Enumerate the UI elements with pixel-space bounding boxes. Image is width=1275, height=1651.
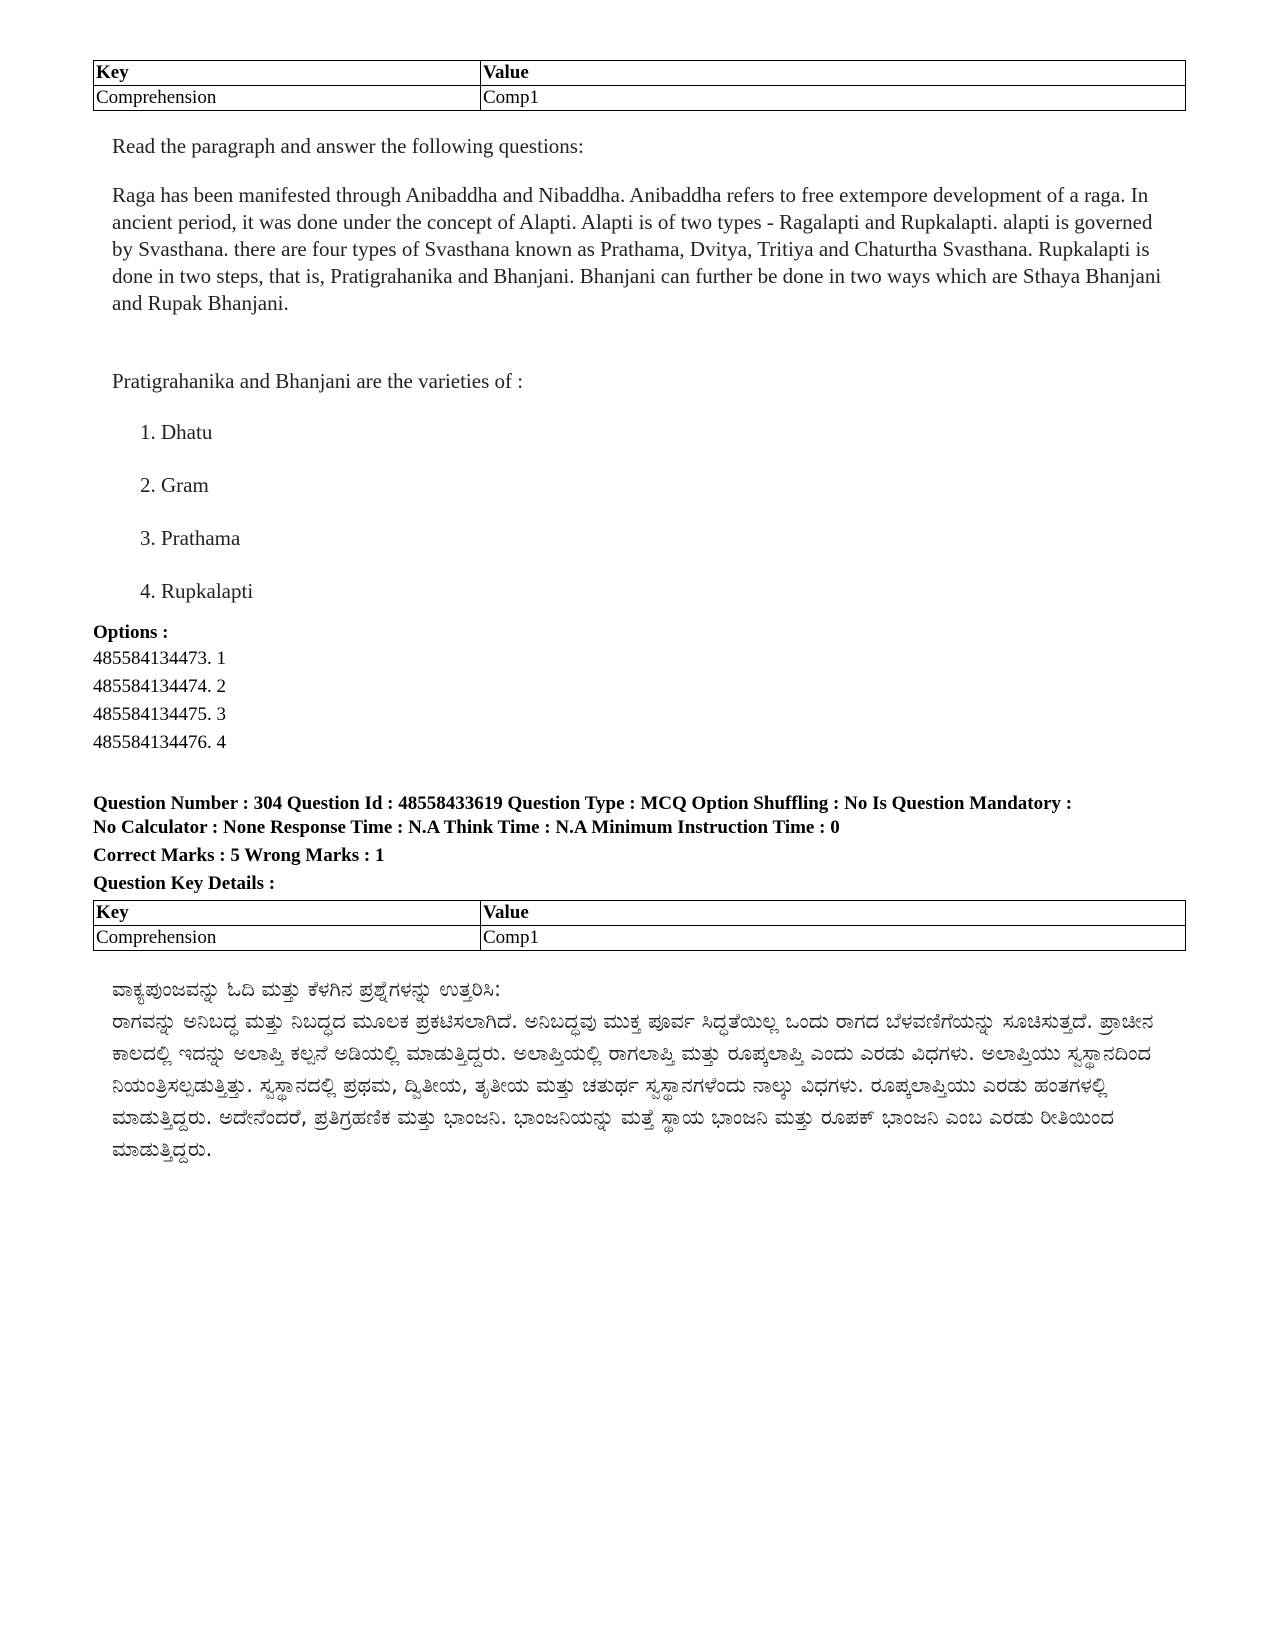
choice-item: 4. Rupkalapti [140, 579, 254, 603]
options-label: Options : [93, 622, 169, 643]
question-key-table [93, 900, 1186, 951]
choice-item: 2. Gram [140, 473, 209, 497]
table-cell-key: Comprehension [94, 926, 481, 951]
question-key-details-label: Question Key Details : [93, 873, 276, 894]
passage-instruction: Read the paragraph and answer the following questions: [112, 134, 584, 158]
kannada-passage [112, 973, 1172, 1165]
passage-paragraph: Raga has been manifested through Anibaddha and Nibaddha. Anibaddha refers to free extempore development of a raga. In ancient period, it was done under the concept of Alapti. Alapti is of two types - Ragalapti and Rupkalapti. alapti is governed by Svasthana. there are four types of Svasthana known as Prathama, Dvitya, Tritiya and Chaturtha Svasthana. Rupkalapti is done in two steps, that is, Pratigrahanika and Bhanjani. Bhanjani can further be done in two ways which are Sthaya Bhanjani and Rupak Bhanjani. [112, 183, 1162, 315]
option-item: 485584134474. 2 [93, 676, 226, 697]
option-item: 485584134476. 4 [93, 732, 226, 753]
table-row [94, 86, 1186, 111]
question-meta-line1: Question Number : 304 Question Id : 48558433619 Question Type : MCQ Option Shuffling : No Is Question Mandatory : [93, 793, 1073, 814]
table-header-row [94, 61, 1186, 86]
question-key-table-top [93, 60, 1186, 111]
choice-item: 3. Prathama [140, 526, 241, 550]
kannada-paragraph: ರಾಗವನ್ನು ಅನಿಬದ್ಧ ಮತ್ತು ನಿಬದ್ಧದ ಮೂಲಕ ಪ್ರಕಟಿಸಲಾಗಿದೆ. ಅನಿಬದ್ಧವು ಮುಕ್ತ ಪೂರ್ವ ಸಿದ್ಧತೆಯಿಲ್ಲ ಒಂದು ರಾಗದ ಬೆಳವಣಿಗೆಯನ್ನು ಸೂಚಿಸುತ್ತದೆ. ಪ್ರಾಚೀನ ಕಾಲದಲ್ಲಿ ಇದನ್ನು ಅಲಾಪ್ತಿ ಕಲ್ಪನೆ ಅಡಿಯಲ್ಲಿ ಮಾಡುತ್ತಿದ್ದರು. ಅಲಾಪ್ತಿಯಲ್ಲಿ ರಾಗಲಾಪ್ತಿ ಮತ್ತು ರೂಪ್ಕಲಾಪ್ತಿ ಎಂದು ಎರಡು ವಿಧಗಳು. ಅಲಾಪ್ತಿಯು ಸ್ವಸ್ಥಾನದಿಂದ ನಿಯಂತ್ರಿಸಲ್ಪಡುತ್ತಿತ್ತು. ಸ್ವಸ್ಥಾನದಲ್ಲಿ ಪ್ರಥಮ, ದ್ವಿತೀಯ, ತೃತೀಯ ಮತ್ತು ಚತುರ್ಥ ಸ್ವಸ್ಥಾನಗಳೆಂದು ನಾಲ್ಕು ವಿಧಗಳು. ರೂಪ್ಕಲಾಪ್ತಿಯು ಎರಡು ಹಂತಗಳಲ್ಲಿ ಮಾಡುತ್ತಿದ್ದರು. ಅದೇನೆಂದರೆ, ಪ್ರತಿಗ್ರಹಣಿಕ ಮತ್ತು ಭಾಂಜನಿ. ಭಾಂಜನಿಯನ್ನು ಮತ್ತೆ ಸ್ಥಾಯ ಭಾಂಜನಿ ಮತ್ತು ರೂಪಕ್ ಭಾಂಜನಿ ಎಂಬ ಎರಡು ರೀತಿಯಿಂದ ಮಾಡುತ್ತಿದ್ದರು. [112, 1009, 1154, 1161]
option-item: 485584134475. 3 [93, 704, 226, 725]
question-meta-line2: No Calculator : None Response Time : N.A Think Time : N.A Minimum Instruction Time : 0 [93, 817, 840, 838]
choice-list [140, 420, 253, 632]
kannada-instruction: ವಾಕ್ಯಪುಂಜವನ್ನು ಓದಿ ಮತ್ತು ಕೆಳಗಿನ ಪ್ರಶ್ನೆಗಳನ್ನು ಉತ್ತರಿಸಿ: [112, 977, 502, 1001]
table-header-row [94, 901, 1186, 926]
option-item: 485584134473. 1 [93, 648, 226, 669]
question-prompt: Pratigrahanika and Bhanjani are the varieties of : [112, 369, 524, 393]
question-text [112, 368, 1172, 395]
table-cell-value: Comp1 [481, 926, 1186, 951]
table-header-key: Key [94, 901, 481, 926]
question-marks: Correct Marks : 5 Wrong Marks : 1 [93, 845, 385, 866]
passage-image-text [112, 133, 1172, 317]
table-header-value: Value [481, 61, 1186, 86]
table-cell-key: Comprehension [94, 86, 481, 111]
table-header-value: Value [481, 901, 1186, 926]
table-row [94, 926, 1186, 951]
choice-item: 1. Dhatu [140, 420, 213, 444]
table-header-key: Key [94, 61, 481, 86]
table-cell-value: Comp1 [481, 86, 1186, 111]
